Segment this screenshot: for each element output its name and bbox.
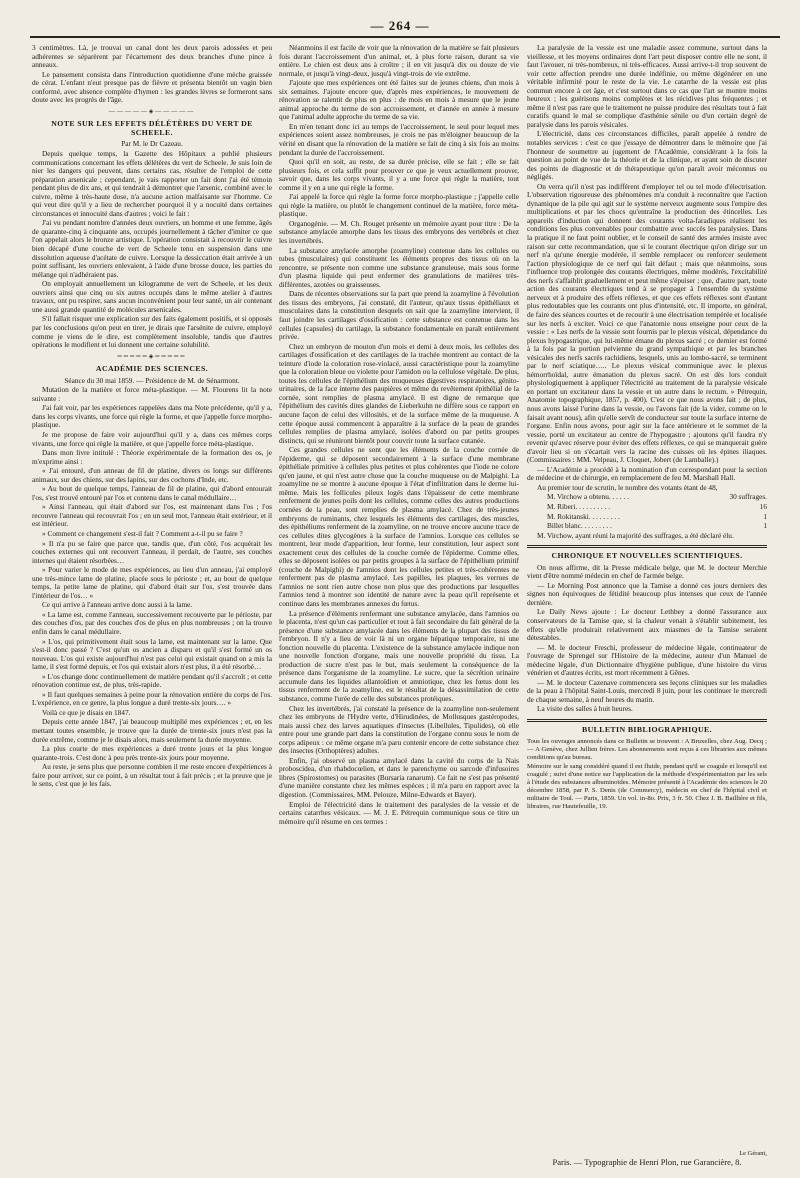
paragraph: La présence d'éléments renfermant une substance amylacée, dans l'amnios ou le placenta, n'est qu'un cas particulier et tout à fait secondaire du fait général de la présence d'une substance amylacée dans les éléments de la plupart des tissus de l'embryon. Il n'y a lieu de voir là ni un organe hépatique temporaire, ni une fonction nouvelle du placenta. L'existence de la substance amylacée indique non une nouvelle fonction d'organe, mais une nouvelle propriété du tissu. La production de sucre n'est pas le but, mais seulement la conséquence de la présence dans l'organisme de la zoamyline. Le sucre, que la sécrétion urinaire accumule dans les liquides allantoïdien et amniotique, chez les fœtus dont les tissus renferment de la zoamyline, est le résultat de la désassimilation de cette substance, comme l'urée de celle des substances protéiques. (279, 608, 519, 704)
paragraph: Le pansement consista dans l'introduction quotidienne d'une mèche graissée de cérat. L'enfant n'eut presque pas de fièvre et présenta bientôt un vagin bien conformé, avec absence complète d'hymen : les grandes lèvres se formeront sans doute avec les progrès de l'âge. (32, 69, 272, 105)
paragraph: Organogénie. — M. Ch. Rouget présente un mémoire ayant pour titre : De la substance amylacée amorphe dans les tissus des embryons des vertébrés et chez les invertébrés. (279, 218, 519, 246)
paragraph: » Il n'a pu se faire que parce que, tandis que, d'un côté, l'os acquérait les couches externes qui ont recouvert l'anneau, il perdait, de l'autre, ses couches internes qui étaient résorbées… (32, 538, 272, 565)
paragraph: M. Virchow, ayant réuni la majorité des suffrages, a été déclaré élu. (537, 530, 734, 540)
paragraph: — Le Morning Post annonce que la Tamise a donné ces jours derniers des signes non équivoques de fétidité beaucoup plus intenses que ceux de l'année dernière. (527, 580, 767, 607)
paragraph: — M. le docteur Cazenave commencera ses leçons cliniques sur les maladies de la peau à l'hôpital Saint-Louis, mercredi 8 juin, pour les continuer le mercredi de chaque semaine, à neuf heures du matin. (527, 677, 767, 704)
column-3 (527, 44, 767, 1164)
section-title: ACADÉMIE DES SCIENCES. (95, 364, 209, 374)
paragraph: La plus courte de mes expériences a duré trente jours et la plus longue quarante-trois. C'est donc à peu près trente-six jours pour moyenne. (32, 744, 272, 762)
paragraph: Mutation de la matière et force méta-plastique. — M. Flourens lit la note suivante : (32, 385, 272, 403)
article-title: NOTE SUR LES EFFETS DÉLÉTÈRES DU VERT DE SCHEELE. (51, 119, 253, 137)
paragraph: J'ai fait voir, par les expériences rappelées dans ma Note précédente, qu'il y a, dans les corps vivants, une force qui règle la forme, et que j'appelle force morpho-plastique. (32, 403, 272, 430)
section-divider: —————◈————— (108, 108, 196, 115)
paragraph: La paralysie de la vessie est une maladie assez commune, surtout dans la vieillesse, et les moyens ordinaires dont l'art peut disposer contre elle ne sont, il faut l'avouer, ni très-nombreux, ni très-efficaces. Aussi arrive-t-il trop souvent de voir cette affection prendre une durée indéfinie, ou même dégénérer en une véritable infirmité pour le reste de la vie. Le catarrhe de la vessie est plus commun encore à cet âge, et c'est surtout dans ce cas que l'art se montre moins heureux ; les guérisons moins complètes et les récidives plus fréquentes ; et même il n'est pas rare que le traitement ne puisse produire des résultats tout à fait curatifs quand le mal se complique d'asthénie sénile ou d'un certain degré de paralysie dans les parois vésicales. (527, 44, 767, 129)
paragraph: Chez un embryon de mouton d'un mois et demi à deux mois, les cellules des cartilages d'ossification et des cartilages de la trachée montrent au contact de la teinture d'iode la coloration rose-violacé, aussi caractéristique pour la zoamyline que la coloration bleue ou violette pour l'amidon ou la cellulose végétale. De plus, toutes les cellules de l'épithélium des muqueuses digestives respiratoires, génito-urinaires, de la face interne des paupières et même du revêtement épithélial de la cornée, sont remplies de plasma amylacé. Il est digne de remarque que l'épithélium des cavités dites glandes de Lieberkuhn ne diffère sous ce rapport en aucune façon de celui des villosités, et de la surface même de la muqueuse. A cette époque aussi commencent à apparaître à la surface de la peau de grandes cellules remplies de plasma amylacé, isolées d'abord ou par petits groupes distincts, qui se réuniront bientôt pour couvrir toute la surface cutanée. (279, 341, 519, 445)
header-rule (30, 36, 780, 38)
paragraph: — L'Académie a procédé à la nomination d'un correspondant pour la section de médecine et de chirurgie, en remplacement de feu M. Marshall Hall. (527, 464, 767, 483)
vote-line (527, 503, 767, 512)
paragraph: J'ai vu pendant nombre d'années deux ouvriers, un homme et une femme, âgés de quarante-cinq à cinquante ans, occupés journellement à tâcher d'imiter ce que l'on appelait alors le bronze artistique. L'opération consistait à recouvrir le cuivre bien décapé d'une couche de vert de Scheele tenu en suspension dans une dissolution aqueuse d'acétate de cuivre. Lorsque la dessiccation était arrivée à un point suffisant, les ouvriers enlevaient, à l'aide d'une brosse douce, les parties du mélange qui n'adhéraient pas. (32, 218, 272, 279)
session-line: Séance du 30 mai 1859. — Présidence de M. de Sénarmont. (64, 375, 240, 385)
page-number: — 264 — (370, 18, 430, 33)
bulletin-entry: Mémoire sur le sang considéré quand il est fluide, pendant qu'il se coagule et lorsqu'il est coagulé ; suivi d'une notice sur l'application de la méthode d'expérimentation par les sels à l'étude des substances albuminoïdes. Mémoire présenté à l'Académie des sciences le 20 décembre 1858, par P. S. Denis (de Commercy), médecin en chef de l'hôpital civil et militaire de Toul. — Paris, 1859. Un vol. in-8o. Prix, 3 fr. 50. Chez J. B. Baillière et fils, libraires, rue Hautefeuille, 19. (527, 762, 767, 810)
paragraph: » Au bout de quelque temps, l'anneau de fil de platine, qui d'abord entourait l'os, s'est trouvé entouré par l'os et contenu dans le canal médullaire… (32, 484, 272, 502)
paragraph: L'électricité, dans ces circonstances difficiles, paraît appelée à rendre de notables services : c'est ce que j'essaye de démontrer dans le mémoire que j'ai l'honneur de soumettre au jugement de l'Académie, considérant à la fois la question au point de vue de la théorie et de la clinique, et ayant soin de discuter des points de diagnostic et de thérapeutique qu'on paraît avoir méconnus ou négligés. (527, 129, 767, 182)
paragraph: — M. le docteur Freschi, professeur de médecine légale, continuateur de l'ouvrage de Sprengel sur l'Histoire de la médecine, auteur d'un Manuel de médecine légale, d'un Dictionnaire d'hygiène publique, d'une histoire du virus vénérien et d'autres écrits, est mort récemment à Gênes. (527, 642, 767, 678)
paragraph: Au reste, je sens plus que personne combien il me reste encore d'expériences à faire pour arriver, sur ce point, à un résultat tout à fait précis ; et la preuve que je le sens, c'est que je les fais. (32, 762, 272, 789)
vote-count: 16 (759, 501, 767, 511)
paragraph: La visite des salles à huit heures. (537, 704, 633, 714)
paragraph: « J'ai entouré, d'un anneau de fil de platine, divers os longs sur différents animaux, sur des chiens, sur des lapins, sur des cochons d'Inde, etc. (32, 466, 272, 484)
section-title: CHRONIQUE ET NOUVELLES SCIENTIFIQUES. (551, 551, 743, 561)
paragraph: Le Daily News ajoute : Le docteur Lethbey a donné l'assurance aux conservateurs de la Tamise que, si la chaleur venait à s'établir subitement, les effets qu'elle produirait relativement aux miasmes de la Tamise seraient détestables. (527, 607, 767, 643)
section-title: BULLETIN BIBLIOGRAPHIQUE. (581, 725, 712, 735)
manager-signature: Le Gérant, (739, 1150, 767, 1157)
paragraph: On verra qu'il n'est pas indifférent d'employer tel ou tel mode d'électrisation. L'observation rigoureuse des phénomènes m'a conduit à reconnaître que l'action dynamique de la pile qui agit sur le système nerveux augmente sous l'empire des multiplications et par les chocs qu'entraîne la production des étincelles. Les appareils d'induction qui donnent des courants volta-faradiques réalisent les conditions les plus convenables pour combattre avec succès les paralysies. Dans la pratique il ne faut point oublier, et le conseil de santé des armées insiste avec raison sur cette recommandation, que si le courant électrique qu'on dirige sur un nerf n'a qu'une énergie modérée, il semble remplacer ou renforcer seulement l'action physiologique de ce nerf qui fait défaut ; mais que néanmoins, sous l'influence trop prolongée des courants électriques, même modérés, l'excitabilité des nerfs s'affaiblit graduellement et peut même s'épuiser ; que, d'autre part, toute action des courants électriques tend à se propager à l'ensemble du système nerveux et à produire des effets réflexes, et que ces effets réflexes sont d'autant plus redoutables que les courants ont plus d'intensité, etc. Il importe, en général, de faire des séances courtes et de recourir à une électrisation tempérée et localisée sur les nerfs à exciter. Voici ce que l'anatomie nous enseigne pour ceux de la vessie : « Les nerfs de la vessie sont fournis par le plexus vésical, dépendance du plexus hypogastrique, qui lui-même émane du plexus sacré ; ce dernier est formé à la fois par la portion pelvienne du grand sympathique et par les branches vésicales des nerfs sacrés rachidiens, lesquels, unis au lombo-sacré, se terminent par le nerf sciatique….. Le plexus vésical communique avec le plexus hémorrhoïdal, autre émanation du plexus sacré. On est dès lors conduit physiologiquement à appliquer l'électricité au traitement de la paralysie vésicale en portant un excitateur dans la vessie et un autre dans le rectum. » Pétrequin, Anatomie topographique, 1857, p. 400). C'est ce que nous avons fait ; de plus, nous avons laissé l'urine dans la vessie, ou l'avons fait (de la vider, comme on le faisait avant nous), afin qu'elle servît de conducteur sur toute la surface interne de l'organe. Enfin nous avons, pour agir sur la face antérieure et le sommet de la vessie, porté un excitateur au centre de l'hypogastre ; ajoutons qu'il faudra n'y revenir qu'avec réserve pour éviter des effets réflexes, ce qui se manquerait guère d'avoir lieu si on s'écartait vers la racine des cuisses où les épines iliaques. (Commissaires : MM. Velpeau, J. Cloquet, Jobert (de Lamballe).) (527, 181, 767, 465)
paragraph: Dans mon livre intitulé : Théorie expérimentale de la formation des os, je m'exprime ainsi : (32, 448, 272, 466)
bulletin-notice: Tous les ouvrages annoncés dans ce Bulletin se trouvent : A Bruxelles, chez Aug. Decq ; — A Genève, chez Jullien frères. Les abonnements sont reçus à ces librairies aux mêmes conditions qu'au bureau. (527, 737, 767, 761)
vote-count: 1 (763, 511, 767, 521)
vote-line (527, 513, 767, 522)
paragraph: Depuis quelque temps, la Gazette des Hôpitaux a publié plusieurs communications concernant les effets délétères du vert de Scheele. Je suis loin de nier les dangers qui peuvent, dans certains cas, résulter de l'emploi de cette préparation arsenicale ; cependant, je vais rapporter un fait dont j'ai été témoin pendant plus de dix ans, et qui tendrait à démontrer que l'arsenic, combiné avec le cuivre, même à très-haute dose, n'a aucune action malfaisante sur l'homme. Ce qui veut dire qu'il y a lieu de rechercher pourquoi il y a nocuité dans certaines circonstances et innocuité dans d'autres ; voici le fait : (32, 149, 272, 218)
vote-name: M. Riberi. . . . . . . . . . (547, 501, 611, 511)
paragraph: 3 centimètres. Là, je trouvai un canal dont les deux parois adossées et peu adhérentes se séparèrent par l'écartement des deux branches d'une pince à anneaux. (32, 44, 272, 70)
vote-count: 1 (763, 521, 767, 531)
paragraph: Quoi qu'il en soit, au reste, de sa durée précise, elle se fait ; elle se fait plusieurs fois, et cela suffit pour prouver ce que je veux actuellement prouver, savoir que, dans les corps vivants, il y a une force qui règle la matière, tout comme il y en a une qui règle la forme. (279, 157, 519, 192)
paragraph: Ces grandes cellules ne sont que les éléments de la couche cornée de l'épiderme, qui se déposent secondairement à la surface d'une membrane épithéliale primitive à cellules plus petites et plus cohérentes que l'iode ne colore qu'en jaune, et qui n'est autre chose que la couche muqueuse ou de Malpighi. La zoamyline ne se montre à aucune époque à l'état d'infiltration dans le derme lui-même. Mais les follicules pileux logés dans l'épaisseur de cette membrane renferment de jeunes poils dont les cellules, comme celles des autres productions cornées de la peau, sont remplies de plasma amylacé. Chez de très-jeunes embryons de ruminants, chez lesquels les éléments des cartilages, des muscles, des épithéliums renferment de la zoamyline, on ne trouve encore aucune trace de ces cellules dites glycogènes à la surface de l'amnios. Lorsque ces cellules se montrent, leur mode d'apparition, leur forme, leur constitution, leur aspect sont exactement ceux des cellules de la couche cornée de l'épiderme. Comme elles, elles se déposent isolées ou par petits groupes à la surface de l'épithélium primitif (couche de Malpighi) de l'amnios dont les cellules petites et très-cohérentes ne renferment pas de plasma amylacé. Les papilles, les plaques, les verrues de l'amnios ne sont rien autre chose non plus que des productions par lesquelles l'amnios tend à montrer son identité de nature avec la peau qu'il représente et continue dans les membranes annexes du fœtus. (279, 445, 519, 608)
column-2 (279, 44, 519, 1164)
paragraph: » L'os change donc continuellement de matière pendant qu'il s'accroît ; et cette rénovation continue est, de plus, très-rapide. (32, 671, 272, 690)
paragraph: » L'os, qui primitivement était sous la lame, est maintenant sur la lame. Que s'est-il donc passé ? C'est qu'un os ancien a disparu et qu'il s'est formé un os nouveau. L'os qui existe aujourd'hui n'est pas celui qui existait quand on a mis la lame, il s'est formé depuis, et l'os qui existait alors n'est plus, il a été résorbé… (32, 636, 272, 672)
paragraph: Depuis cette année 1847, j'ai beaucoup multiplié mes expériences ; et, en les mettant toutes ensemble, je trouve que la durée de trente-six jours n'est pas la durée extrême, comme je le disais alors, mais seulement la durée moyenne. (32, 717, 272, 744)
paragraph: Je me propose de faire voir aujourd'hui qu'il y a, dans ces mêmes corps vivants, une force qui règle la matière, et que j'appelle force méta-plastique. (32, 429, 272, 448)
column-1 (32, 44, 272, 1164)
vote-count: 30 suffrages. (729, 492, 767, 502)
section-rule (527, 545, 767, 548)
paragraph: Chez les invertébrés, j'ai constaté la présence de la zoamyline non-seulement chez les embryons de l'Hydre verte, d'Hirudinées, de Mollusques gastéropodes, mais aussi chez des larves aquatiques d'insectes (Libellules, Tipulides), où elle entre pour une grande part dans la constitution de l'organe connu sous le nom de corps adipeux : ce même organe m'a paru contenir encore de cette substance chez des insectes (Orthoptères) adultes. (279, 703, 519, 756)
paragraph: On nous affirme, dit la Presse médicale belge, que M. le docteur Merchie vient d'être nommé médecin en chef de l'armée belge. (527, 562, 767, 581)
paragraph: J'ajoute que mes expériences ont été faites sur de jeunes chiens, d'un mois à six semaines. J'ajoute encore que, d'après mes expériences, le mouvement de rénovation se ralentit de plus en plus : de mois en mois à mesure que le jeune animal approche du terme de son accroissement, et d'année en année à mesure que l'animal adulte approche du terme de sa vie. (279, 78, 519, 122)
paragraph: Ce qui arrive à l'anneau arrive donc aussi à la lame. (42, 600, 193, 610)
section-divider: ═════◈═════ (117, 353, 187, 360)
section-rule (527, 719, 767, 722)
article-author: Par M. le Dr Cazeau. (121, 139, 183, 149)
paragraph: La substance amylacée amorphe (zoamyline) contenue dans les cellules ou tubes (musculaires) qui constituent les éléments propres des tissus où on la rencontre, se présente non comme une substance granuleuse, mais sous forme d'un plasma liquide qui peut enfermer des granulations de matières très-différentes, azotées ou graisseuses. (279, 245, 519, 289)
paragraph: Emploi de l'électricité dans le traitement des paralysies de la vessie et de certains catarrhes vésicaux. — M. J. E. Pétrequin communique sous ce titre un mémoire qu'il résume en ces termes : (279, 799, 519, 826)
paragraph: Néanmoins il est facile de voir que la rénovation de la matière se fait plusieurs fois durant l'accroissement d'un animal, et, à plus forte raison, durant sa vie entière. Le chien est deux ans à croître ; il en vit jusqu'à dix ou douze de vie normale, et jusqu'à vingt-deux, jusqu'à vingt-trois de vie extrême. (279, 44, 519, 78)
paragraph: S'il fallait risquer une explication sur des faits également positifs, et si opposés par les conclusions qu'on peut en tirer, je dirais que l'arsénite de cuivre, employé comme je viens de le dire, est complètement insoluble, tandis que d'autres opérations le modifient et lui donnent une certaine solubilité. (32, 314, 272, 350)
vote-name: M. Rokitanski. . . . . . . . . (547, 511, 620, 521)
vote-line (527, 522, 767, 531)
paragraph: Enfin, j'ai observé un plasma amylacé dans la cavité du corps de la Nais proboscidea, d'un rhabdocœlien, et dans le parenchyme ou sarcode d'infusoires libres (Spirostomes) ou parasites (Bursaria ranarum). Ce fait ne s'est pas présenté d'une manière constante chez les mêmes espèces ; il m'a paru en rapport avec la digestion. (Commissaires, MM. Pelouze, Milne-Edwards et Bayer). (279, 755, 519, 800)
paragraph: Dans de récentes observations sur la part que prend la zoamyline à l'évolution des tissus des embryons, j'ai constaté, dit l'auteur, qu'aux tissus épithéliaux et musculaires dans la constitution desquels on sait que la zoamyline intervient, il faut joindre les cartilages d'ossification : cette substance est contenue dans les cellules (capsules) du cartilage, la substance fondamentale en paraît entièrement privée. (279, 289, 519, 342)
paragraph: » Comment ce changement s'est-il fait ? Comment a-t-il pu se faire ? (42, 528, 243, 538)
paragraph: « La lame est, comme l'anneau, successivement recouverte par le périoste, par des couches d'os, par des couches d'os de plus en plus nombreuses ; on la trouve enfin dans le canal médullaire. (32, 609, 272, 636)
paragraph: » Pour varier le mode de mes expériences, au lieu d'un anneau, j'ai employé une très-mince lame de platine, placée sous le périoste ; et, au bout de quelque temps, la petite lame de platine, qui d'abord était sur l'os, s'est trouvée dans l'intérieur de l'os… » (32, 565, 272, 600)
vote-name: M. Virchow a obtenu. . . . . . (547, 492, 629, 502)
paragraph: J'ai appelé la force qui règle la forme force morpho-plastique ; j'appelle celle qui règle la matière, ou plutôt le changement continuel de la matière, force méta-plastique. (279, 192, 519, 219)
vote-name: Billet blanc. . . . . . . . . (547, 521, 612, 531)
printer-line: Paris. — Typographie de Henri Plon, rue Garancière, 8. (552, 1157, 742, 1167)
paragraph: » Il faut quelques semaines à peine pour la rénovation entière du corps de l'os. L'expérience, en ce genre, la plus longue a duré trente-six jours…. » (32, 689, 272, 708)
vote-line (527, 493, 767, 502)
imprint-footer (527, 1150, 767, 1167)
paragraph: On employait annuellement un kilogramme de vert de Scheele, et les deux ouvriers ainsi que cinq ou six autres occupés dans le même atelier à d'autres travaux, ont pu respirer, sans aucun inconvénient pour leur santé, un air contenant une aussi grande quantité de molécules arsenicales. (32, 279, 272, 314)
paragraph: En m'en tenant donc ici au temps de l'accroissement, le seul pour lequel mes expériences soient assez nombreuses, je crois ne pas m'éloigner beaucoup de la vérité en disant que la rénovation de la matière se fait de cinq à six fois au moins pendant la durée de l'accroissement. (279, 121, 519, 157)
paragraph: » Ainsi l'anneau, qui était d'abord sur l'os, est maintenant dans l'os ; l'os recouvre l'anneau qui recouvrait l'os ; en un seul mot, l'anneau était extérieur, et il est intérieur. (32, 502, 272, 529)
paragraph: Voilà ce que je disais en 1847. (42, 707, 131, 717)
paragraph: Au premier tour de scrutin, le nombre des votants étant de 48, (537, 482, 718, 492)
